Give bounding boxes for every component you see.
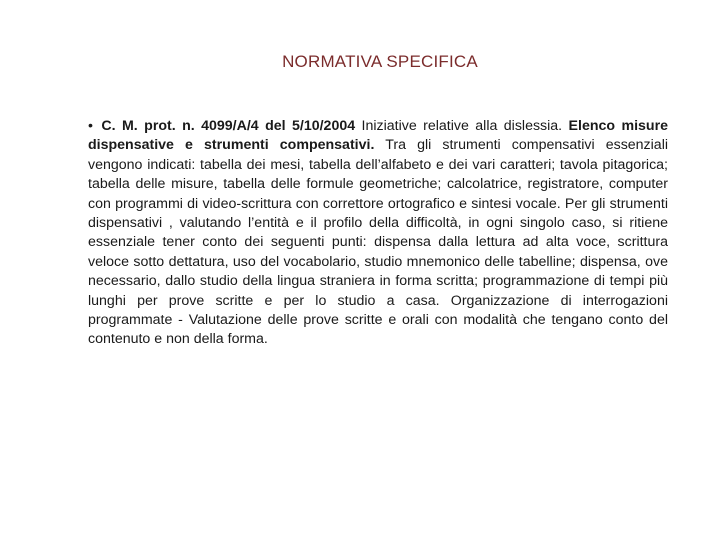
- circular-reference: C. M. prot. n. 4099/A/4 del 5/10/2004: [101, 118, 356, 134]
- bullet-paragraph: [88, 117, 668, 350]
- slide-title: NORMATIVA SPECIFICA: [282, 52, 478, 71]
- bullet-glyph: •: [88, 118, 93, 134]
- circular-subject: Iniziative relative alla dislessia.: [355, 118, 569, 134]
- list-heading: Elenco misure dispensative e strumenti compensativi.: [88, 118, 668, 154]
- paragraph-text: Tra gli strumenti compensativi essenziali vengono indicati: tabella dei mesi, tabella dell’alfabeto e dei vari caratteri; tavola pitagorica; tabella delle misure, tabella delle formule geometriche; calcolatrice, registratore, computer con programmi di video-scrittura con correttore ortografico e sintesi vocale. Per gli strumenti dispensativi , valutando l’entità e il profilo della difficoltà, in ogni singolo caso, si ritiene essenziale tener conto dei seguenti punti: dispensa dalla lettura ad alta voce, scrittura veloce sotto dettatura, uso del vocabolario, studio mnemonico delle tabelline; dispensa, ove necessario, dallo studio della lingua straniera in forma scritta; programmazione di tempi più lunghi per prove scritte e per lo studio a casa. Organizzazione di interrogazioni programmate - Valutazione delle prove scritte e orali con modalità che tengano conto del contenuto e non della forma.: [88, 137, 669, 348]
